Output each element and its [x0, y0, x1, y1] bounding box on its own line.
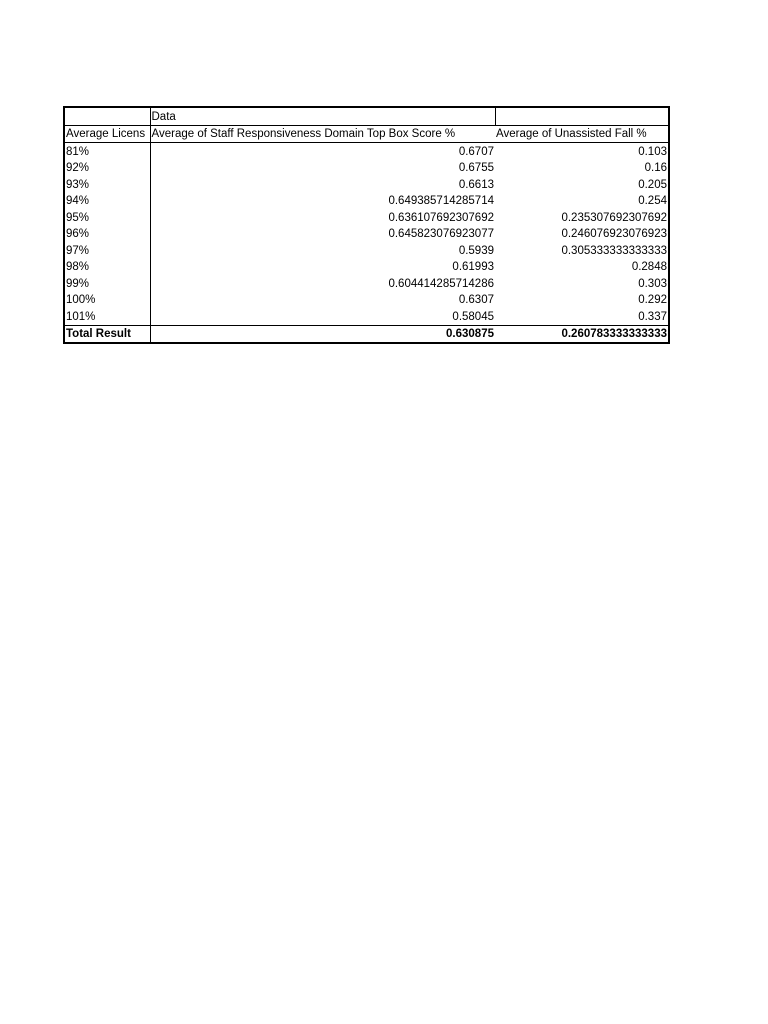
table-row: [64, 160, 669, 177]
unassisted-fall-value[interactable]: 0.337: [638, 310, 667, 323]
row-label-cell[interactable]: 81%: [64, 143, 150, 160]
unassisted-fall-value[interactable]: 0.305333333333333: [561, 244, 667, 257]
unassisted-fall-value[interactable]: 0.2848: [631, 261, 667, 273]
row-label-cell[interactable]: 93%: [64, 176, 150, 193]
unassisted-fall-value[interactable]: 0.103: [638, 145, 667, 158]
total-label-cell[interactable]: Total Result: [64, 325, 150, 343]
staff-responsiveness-value[interactable]: 0.649385714285714: [388, 195, 494, 207]
unassisted-fall-value[interactable]: 0.16: [644, 162, 667, 174]
row-label-cell[interactable]: 100%: [64, 292, 150, 309]
row-label-cell[interactable]: 94%: [64, 193, 150, 210]
data-header-empty-cell[interactable]: [495, 107, 669, 125]
pivot-table: [63, 106, 670, 344]
unassisted-fall-value[interactable]: 0.292: [638, 294, 667, 306]
table-row: [64, 143, 669, 160]
row-label-cell[interactable]: 95%: [64, 209, 150, 226]
row-label-cell[interactable]: 97%: [64, 242, 150, 259]
row-field-header[interactable]: Average Licens: [64, 125, 150, 143]
unassisted-fall-value[interactable]: 0.205: [638, 178, 667, 191]
staff-responsiveness-value[interactable]: 0.6613: [458, 178, 494, 191]
table-row: [64, 308, 669, 325]
total-row: [64, 325, 669, 343]
total-staff-responsiveness-value[interactable]: 0.630875: [150, 325, 495, 343]
data-field-label[interactable]: Data: [150, 107, 495, 125]
row-label-cell[interactable]: 92%: [64, 160, 150, 177]
table-row: [64, 242, 669, 259]
staff-responsiveness-value[interactable]: 0.6707: [458, 145, 494, 158]
unassisted-fall-value[interactable]: 0.303: [638, 277, 667, 290]
row-label-cell[interactable]: 96%: [64, 226, 150, 243]
row-label-cell[interactable]: 98%: [64, 259, 150, 276]
unassisted-fall-value[interactable]: 0.246076923076923: [561, 228, 667, 240]
column-header-unassisted-fall[interactable]: Average of Unassisted Fall %: [495, 125, 669, 143]
table-row: [64, 176, 669, 193]
table-row: [64, 193, 669, 210]
staff-responsiveness-value[interactable]: 0.58045: [452, 310, 494, 323]
column-header-row: [64, 125, 669, 143]
total-unassisted-fall-value[interactable]: 0.260783333333333: [495, 325, 669, 343]
corner-cell[interactable]: [64, 107, 150, 125]
table-row: [64, 292, 669, 309]
staff-responsiveness-value[interactable]: 0.636107692307692: [388, 211, 494, 224]
column-header-staff-responsiveness[interactable]: Average of Staff Responsiveness Domain Top Box Score %: [150, 125, 495, 143]
table-row: [64, 226, 669, 243]
staff-responsiveness-value[interactable]: 0.604414285714286: [388, 277, 494, 290]
table-row: [64, 275, 669, 292]
data-header-row: [64, 107, 669, 125]
staff-responsiveness-value[interactable]: 0.61993: [452, 261, 494, 273]
staff-responsiveness-value[interactable]: 0.645823076923077: [388, 228, 494, 240]
row-label-cell[interactable]: 99%: [64, 275, 150, 292]
unassisted-fall-value[interactable]: 0.235307692307692: [561, 211, 667, 224]
staff-responsiveness-value[interactable]: 0.6307: [458, 294, 494, 306]
staff-responsiveness-value[interactable]: 0.6755: [458, 162, 494, 174]
row-label-cell[interactable]: 101%: [64, 308, 150, 325]
staff-responsiveness-value[interactable]: 0.5939: [458, 244, 494, 257]
table-row: [64, 209, 669, 226]
unassisted-fall-value[interactable]: 0.254: [638, 195, 667, 207]
table-row: [64, 259, 669, 276]
